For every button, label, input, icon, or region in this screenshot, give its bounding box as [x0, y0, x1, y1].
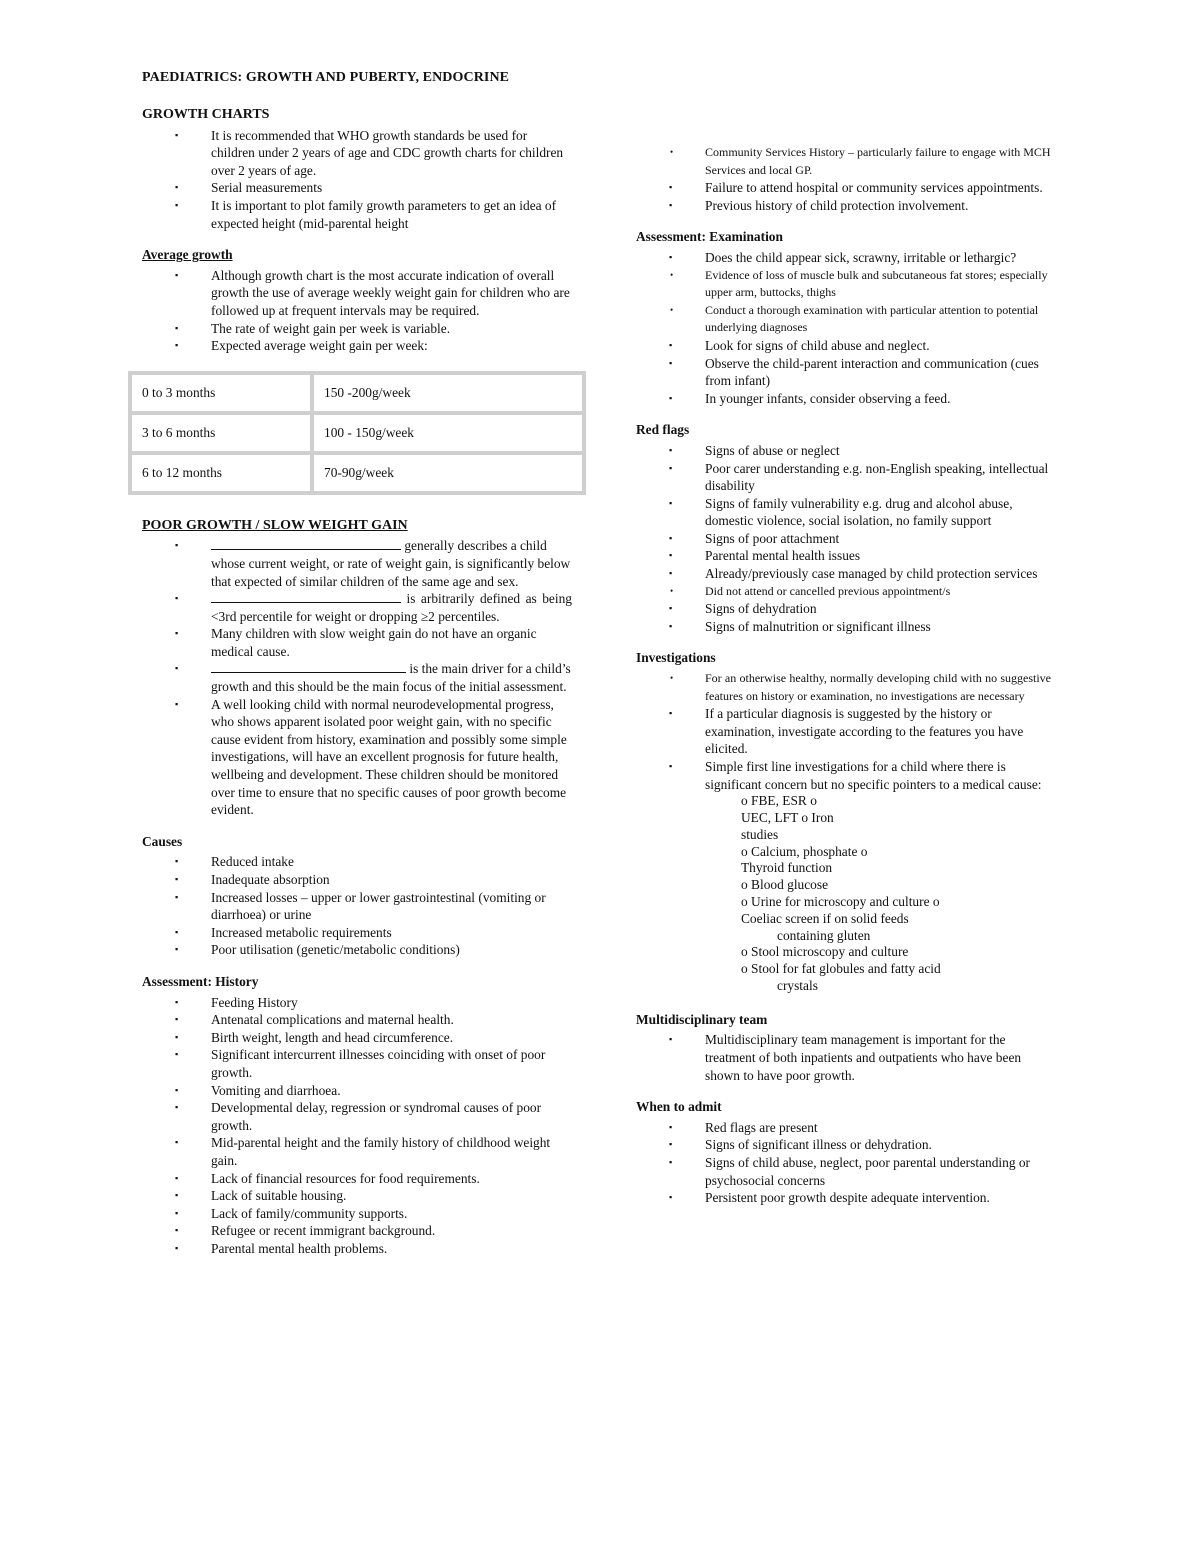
- table-cell-age: 6 to 12 months: [130, 453, 312, 493]
- list-item-text: is the main driver for a child’s growth and this should be the main focus of the initial assessment.: [211, 661, 571, 695]
- causes-list: [142, 853, 572, 959]
- admit-heading: When to admit: [636, 1099, 722, 1115]
- sub-line: studies: [741, 826, 779, 842]
- list-item: ▪ Multidisciplinary team management is important for the treatment of both inpatients and outpatients who have been shown to have poor growth.: [636, 1031, 1051, 1084]
- list-item: ▪ Failure to attend hospital or community services appointments.: [636, 179, 1051, 197]
- sub-line: o Stool microscopy and culture: [741, 944, 909, 960]
- list-item: ▪ Previous history of child protection involvement.: [636, 197, 1051, 215]
- list-item: ▪ Look for signs of child abuse and neglect.: [636, 337, 1051, 355]
- list-item: ▪ Red flags are present: [636, 1119, 1051, 1137]
- list-item: ▪ Serial measurements: [142, 179, 572, 197]
- list-item: ▪ Increased metabolic requirements: [142, 924, 572, 942]
- list-item: [142, 590, 572, 625]
- list-item: ▪ Signs of dehydration: [636, 600, 1051, 618]
- history-heading: Assessment: History: [142, 973, 259, 989]
- list-item: ▪ It is recommended that WHO growth standards be used for children under 2 years of age and CDC growth charts for children over 2 years of age.: [142, 127, 572, 180]
- red-flags-heading: Red flags: [636, 422, 690, 438]
- table-row: [130, 413, 584, 453]
- list-item: ▪ Lack of suitable housing.: [142, 1187, 572, 1205]
- list-item: ▪ Parental mental health issues: [636, 547, 1051, 565]
- average-growth-heading: Average growth: [142, 247, 233, 263]
- list-item: ▪ Expected average weight gain per week:: [142, 337, 572, 355]
- admit-list: [636, 1119, 1051, 1207]
- list-item: ▪ Signs of family vulnerability e.g. drug and alcohol abuse, domestic violence, social isolation, no family support: [636, 495, 1051, 530]
- investigations-heading: Investigations: [636, 650, 716, 666]
- list-item: ▪ Mid-parental height and the family history of childhood weight gain.: [142, 1134, 572, 1169]
- examination-heading: Assessment: Examination: [636, 229, 783, 245]
- list-item: ▪ Although growth chart is the most accurate indication of overall growth the use of average weekly weight gain for children who are followed up at frequent intervals may be required.: [142, 267, 572, 320]
- investigations-sublist: [636, 793, 1051, 995]
- list-item: ▪ Increased losses – upper or lower gastrointestinal (vomiting or diarrhoea) or urine: [142, 889, 572, 924]
- list-item-text: is arbitrarily defined as being <3rd percentile for weight or dropping ≥2 percentiles.: [211, 591, 572, 624]
- list-item: • Evidence of loss of muscle bulk and subcutaneous fat stores; especially upper arm, buttocks, thighs: [636, 267, 1051, 302]
- list-item: ▪ Signs of significant illness or dehydration.: [636, 1136, 1051, 1154]
- table-cell-gain: 70-90g/week: [312, 453, 584, 493]
- fill-in-blank: [211, 537, 401, 550]
- sub-line: o Calcium, phosphate o: [741, 843, 868, 859]
- list-item: ▪ A well looking child with normal neurodevelopmental progress, who shows apparent isolated poor weight gain, with no specific cause evident from history, examination and possibly some simple investigations, will have an excellent prognosis for future health, wellbeing and development. These children should be monitored over time to ensure that no specific causes of poor growth become evident.: [142, 696, 572, 819]
- red-flags-list: [636, 442, 1051, 636]
- table-cell-age: 3 to 6 months: [130, 413, 312, 453]
- mdt-heading: Multidisciplinary team: [636, 1011, 768, 1027]
- list-item: ▪ Reduced intake: [142, 853, 572, 871]
- poor-growth-heading: POOR GROWTH / SLOW WEIGHT GAIN: [142, 517, 408, 533]
- list-item: ▪ Signs of child abuse, neglect, poor parental understanding or psychosocial concerns: [636, 1154, 1051, 1189]
- poor-growth-list: [142, 537, 572, 819]
- fill-in-blank: [211, 590, 401, 603]
- average-growth-list: [142, 267, 572, 355]
- sub-line: containing gluten: [777, 927, 871, 943]
- right-column: [636, 144, 1051, 1221]
- investigations-list: [636, 670, 1051, 793]
- sub-line: o Stool for fat globules and fatty acid: [741, 961, 941, 977]
- list-item: ▪ Lack of financial resources for food requirements.: [142, 1170, 572, 1188]
- mdt-list: [636, 1031, 1051, 1084]
- list-item: ▪ In younger infants, consider observing a feed.: [636, 390, 1051, 408]
- list-item: ▪ The rate of weight gain per week is variable.: [142, 320, 572, 338]
- examination-list: [636, 249, 1051, 407]
- sub-line: o FBE, ESR o: [741, 793, 817, 809]
- list-item: [142, 660, 572, 695]
- history-continued-list: [636, 144, 1051, 214]
- list-item: ▪ Many children with slow weight gain do not have an organic medical cause.: [142, 625, 572, 660]
- list-item: • Conduct a thorough examination with particular attention to potential underlying diagnoses: [636, 302, 1051, 337]
- table-row: [130, 373, 584, 413]
- document-title: PAEDIATRICS: GROWTH AND PUBERTY, ENDOCRINE: [142, 70, 510, 85]
- list-item: ▪ Birth weight, length and head circumference.: [142, 1029, 572, 1047]
- list-item: ▪ Refugee or recent immigrant background.: [142, 1222, 572, 1240]
- causes-heading: Causes: [142, 833, 183, 849]
- list-item: ▪ Persistent poor growth despite adequate intervention.: [636, 1189, 1051, 1207]
- list-item: [142, 537, 572, 590]
- growth-charts-list: [142, 127, 572, 233]
- list-item: ▪ Observe the child-parent interaction and communication (cues from infant): [636, 355, 1051, 390]
- list-item: ▪ Signs of poor attachment: [636, 530, 1051, 548]
- list-item: ▪ Parental mental health problems.: [142, 1240, 572, 1258]
- fill-in-blank: [211, 660, 406, 673]
- table-cell-age: 0 to 3 months: [130, 373, 312, 413]
- left-column: [142, 106, 572, 1271]
- list-item: ▪ Poor carer understanding e.g. non-English speaking, intellectual disability: [636, 460, 1051, 495]
- list-item: ▪ It is important to plot family growth parameters to get an idea of expected height (mid-parental height: [142, 197, 572, 232]
- list-item: ▪ Poor utilisation (genetic/metabolic conditions): [142, 941, 572, 959]
- table-cell-gain: 150 -200g/week: [312, 373, 584, 413]
- list-item: • For an otherwise healthy, normally developing child with no suggestive features on history or examination, no investigations are necessary: [636, 670, 1051, 705]
- table-cell-gain: 100 - 150g/week: [312, 413, 584, 453]
- list-item: ▪ If a particular diagnosis is suggested by the history or examination, investigate according to the features you have elicited.: [636, 705, 1051, 758]
- list-item: ▪ Antenatal complications and maternal health.: [142, 1011, 572, 1029]
- list-item-text: generally describes a child whose current weight, or rate of weight gain, is significantly below that expected of similar children of the same age and sex.: [211, 538, 571, 589]
- sub-line: Thyroid function: [741, 860, 833, 876]
- sub-line: crystals: [777, 977, 818, 993]
- list-item: ▪ Signs of abuse or neglect: [636, 442, 1051, 460]
- list-item: ▪ Significant intercurrent illnesses coinciding with onset of poor growth.: [142, 1046, 572, 1081]
- list-item: ▪ Developmental delay, regression or syndromal causes of poor growth.: [142, 1099, 572, 1134]
- history-list: [142, 994, 572, 1258]
- list-item: ▪ Inadequate absorption: [142, 871, 572, 889]
- list-item: • Did not attend or cancelled previous appointment/s: [636, 583, 1051, 601]
- sub-line: o Urine for microscopy and culture o: [741, 893, 940, 909]
- list-item: ▪ Already/previously case managed by child protection services: [636, 565, 1051, 583]
- list-item: ▪ Simple first line investigations for a child where there is significant concern but no specific pointers to a medical cause:: [636, 758, 1051, 793]
- list-item: ▪ Vomiting and diarrhoea.: [142, 1082, 572, 1100]
- growth-charts-heading: GROWTH CHARTS: [142, 107, 270, 122]
- list-item: ▪ Lack of family/community supports.: [142, 1205, 572, 1223]
- table-row: [130, 453, 584, 493]
- list-item: ▪ Does the child appear sick, scrawny, irritable or lethargic?: [636, 249, 1051, 267]
- sub-line: UEC, LFT o Iron: [741, 809, 834, 825]
- sub-line: o Blood glucose: [741, 877, 829, 893]
- list-item: ▪ Feeding History: [142, 994, 572, 1012]
- sub-line: Coeliac screen if on solid feeds: [741, 910, 909, 926]
- list-item: • Community Services History – particularly failure to engage with MCH Services and local GP.: [636, 144, 1051, 179]
- list-item: ▪ Signs of malnutrition or significant illness: [636, 618, 1051, 636]
- weight-gain-table: [128, 371, 586, 495]
